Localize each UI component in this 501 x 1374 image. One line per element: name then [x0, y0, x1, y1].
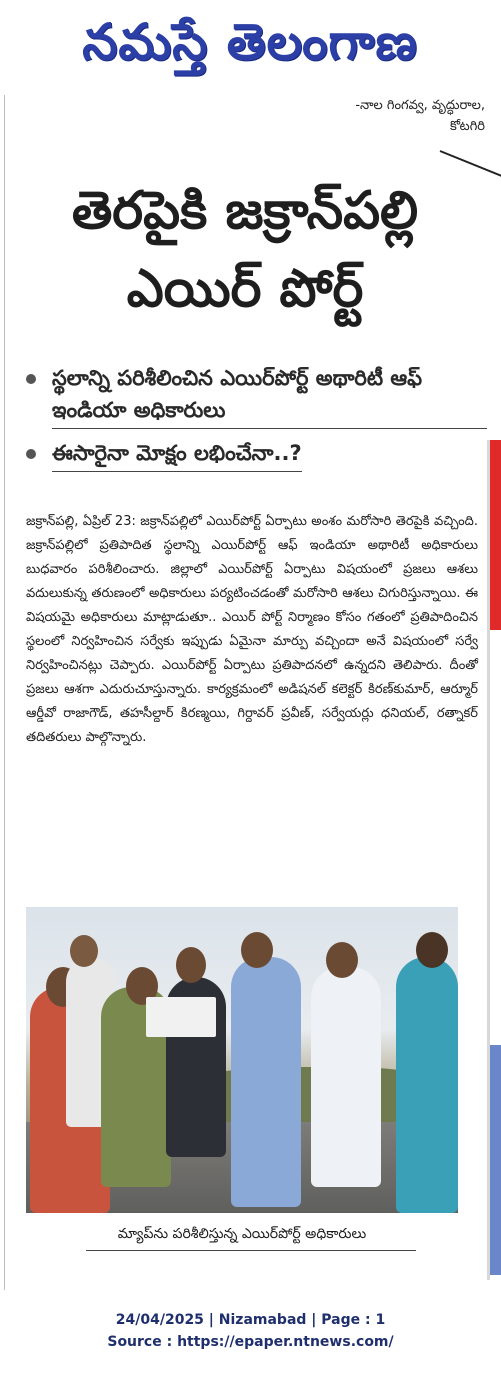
- dateline-line-1: -నాల గింగవ్వ, వృద్ధురాల,: [355, 98, 485, 113]
- column-divider: [4, 95, 5, 1290]
- bullet-item: [22, 362, 487, 429]
- bullet-dot-icon: [26, 374, 36, 384]
- article-body: జక్రాన్‌పల్లి, ఏప్రిల్ 23: జక్రాన్‌పల్లిలో ఎయిర్‌పోర్ట్ ఏర్పాటు అంశం మరోసారి తెరపైకి వచ్చింది. జక్రాన్‌పల్లిలో ప్రతిపాదిత స్థలాన్ని ఎయిర్‌పోర్ట్ ఆఫ్ ఇండియా అథారిటీ అధికారులు బుధవారం పరిశీలించారు. జిల్లాలో ఎయిర్‌పోర్ట్ ఏర్పాటు విషయంలో ప్రజలు ఆశలు వదులుకున్న తరుణంలో అధికారులు పర్యటించడంతో మరోసారి ఆశలు చిగురిస్తున్నాయి. ఈ విషయమై అధికారులు మాట్లాడుతూ.. ఎయిర్ పోర్ట్ నిర్మాణం కోసం గతంలో ప్రతిపాదించిన స్థలంలో నిర్వహించిన సర్వేకు ఇప్పుడు ఏమైనా మార్పు వచ్చిందా అనే విషయంలో సర్వే నిర్వహించినట్లు చెప్పారు. ఎయిర్‌పోర్ట్ ఏర్పాటు ప్రతిపాదనలో ఉన్నదని తెలిపారు. దీంతో ప్రజలు ఆశగా ఎదురుచూస్తున్నారు. కార్యక్రమంలో అడిషనల్ కలెక్టర్ కిరణ్‌కుమార్, ఆర్మూర్ ఆర్డీవో రాజాగౌడ్, తహసీల్దార్ కిరణ్మయి, గిర్దావర్ ప్రవీణ్, సర్వేయర్లు ధనియల్, రత్నాకర్ తదితరులు పాల్గొన్నారు.: [26, 514, 478, 745]
- headline-line-2: ఎయిర్ పోర్ట్: [126, 259, 364, 319]
- bullet-item: [22, 437, 487, 472]
- bullet-text: స్థలాన్ని పరిశీలించిన ఎయిర్‌పోర్ట్ అథారిటీ ఆఫ్ ఇండియా అధికారులు: [52, 362, 487, 429]
- bullet-text: ఈసారైనా మోక్షం లభించేనా..?: [52, 437, 302, 472]
- photo-person: [311, 967, 381, 1187]
- photo-person: [231, 957, 301, 1207]
- adjacent-article-red-strip: [490, 440, 501, 630]
- photo-person-head: [70, 935, 98, 967]
- footer-date-edition: 24/04/2025 | Nizamabad | Page : 1: [115, 1312, 386, 1328]
- caption-underline: [86, 1250, 416, 1251]
- headline-line-1: తెరపైకి జక్రాన్‌పల్లి: [71, 181, 419, 241]
- photo-person: [396, 957, 458, 1213]
- bullet-dot-icon: [26, 449, 36, 459]
- photo-person-head: [176, 947, 206, 983]
- photo-caption: మ్యాప్‌ను పరిశీలిస్తున్న ఎయిర్‌పోర్ట్ అధికారులు: [117, 1226, 367, 1242]
- dateline-quote: [265, 95, 485, 137]
- photo-map-sheet: [146, 997, 216, 1037]
- subheadline-bullets: [22, 362, 487, 480]
- photo-person-head: [326, 942, 358, 978]
- footer-source: Source : https://epaper.ntnews.com/: [107, 1334, 394, 1350]
- adjacent-article-blue-strip: [490, 1045, 501, 1275]
- photo-person-head: [416, 932, 448, 968]
- photo-person-head: [241, 932, 273, 968]
- dateline-line-2: కోటగిరి: [450, 119, 485, 134]
- masthead-logo: నమస్తే తెలంగాణ: [82, 13, 418, 71]
- article-photo: [26, 907, 458, 1213]
- article-headline: [20, 172, 470, 328]
- page-footer: [0, 1309, 501, 1353]
